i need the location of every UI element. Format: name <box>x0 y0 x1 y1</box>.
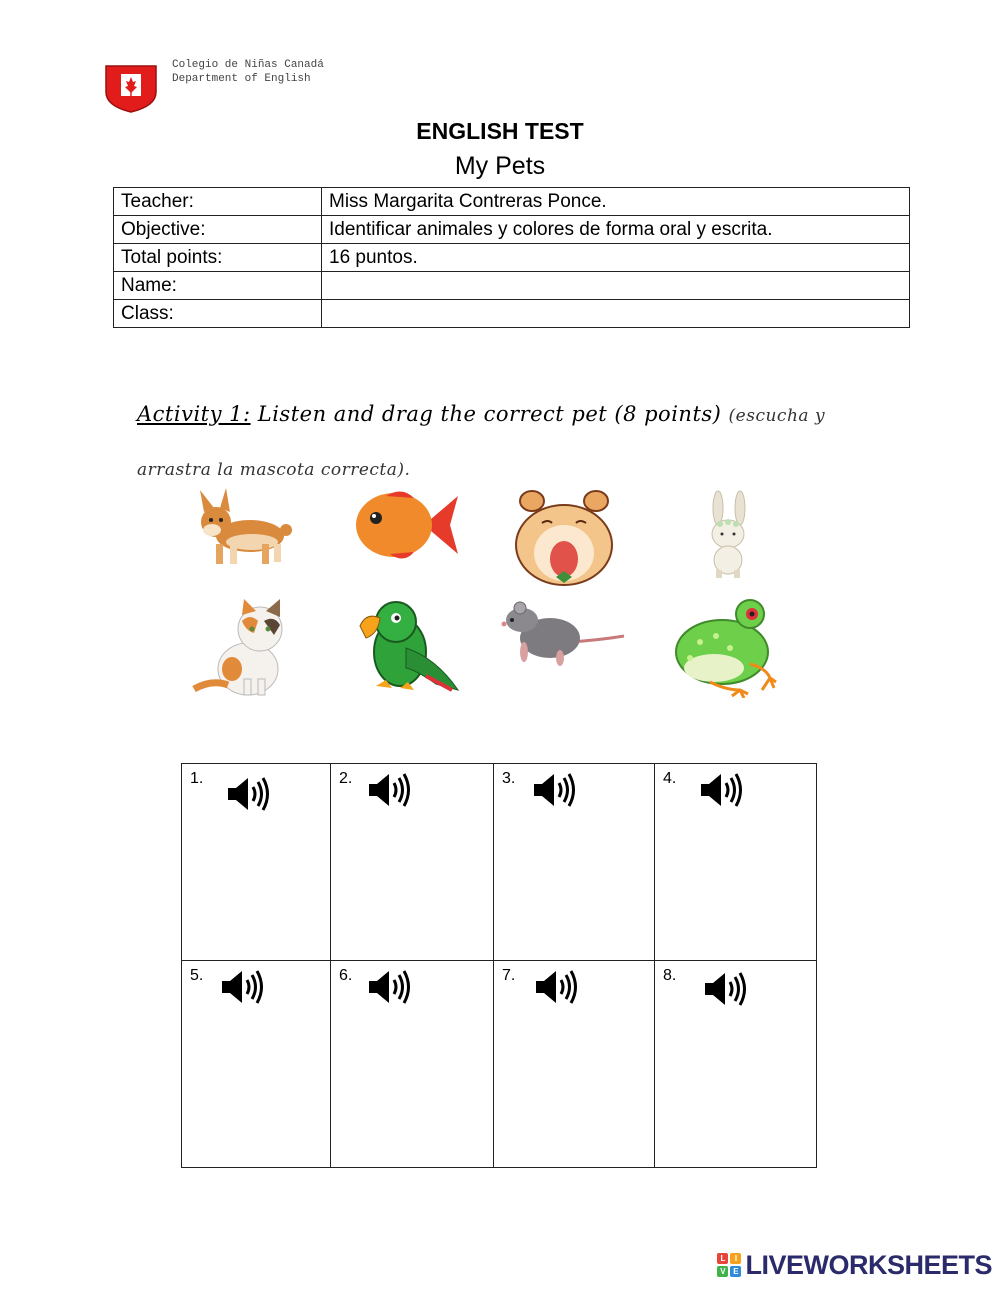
activity-translation: (escucha y arrastra la mascota correcta). <box>137 406 826 480</box>
liveworksheets-logo[interactable] <box>717 1249 992 1281</box>
rat-icon[interactable] <box>500 598 626 670</box>
activity-instruction: Listen and drag the correct pet (8 points) <box>257 402 722 426</box>
table-row <box>114 244 910 272</box>
frog-icon[interactable] <box>670 598 780 698</box>
objective-value: Identificar animales y colores de forma oral y escrita. <box>322 216 910 244</box>
table-row <box>114 272 910 300</box>
rabbit-icon[interactable] <box>700 490 756 580</box>
drop-box-1[interactable] <box>182 764 331 961</box>
badge-letter: V <box>717 1266 728 1277</box>
badge-letter: E <box>730 1266 741 1277</box>
school-name: Colegio de Niñas Canadá <box>172 59 324 71</box>
objective-label: Objective: <box>114 216 322 244</box>
points-value: 16 puntos. <box>322 244 910 272</box>
drop-box-8[interactable] <box>655 961 816 1167</box>
department-name: Department of English <box>172 73 311 85</box>
drop-box-4[interactable] <box>655 764 816 961</box>
drop-box-6[interactable] <box>331 961 494 1167</box>
hamster-icon[interactable] <box>512 489 616 587</box>
speaker-icon[interactable] <box>699 770 743 810</box>
page-title: ENGLISH TEST <box>416 118 584 144</box>
activity-instructions <box>137 388 867 496</box>
answer-grid <box>181 763 817 1168</box>
drop-box-2[interactable] <box>331 764 494 961</box>
liveworksheets-brand: LIVEWORKSHEETS <box>745 1249 992 1280</box>
drop-box-7[interactable] <box>494 961 655 1167</box>
teacher-label: Teacher: <box>114 188 322 216</box>
badge-letter: L <box>717 1253 728 1264</box>
badge-letter: I <box>730 1253 741 1264</box>
activity-heading: Activity 1: <box>137 402 251 426</box>
drop-box-number: 3. <box>502 770 516 787</box>
school-logo <box>103 62 159 114</box>
class-label: Class: <box>114 300 322 328</box>
speaker-icon[interactable] <box>367 967 411 1007</box>
drop-box-number: 7. <box>502 967 516 984</box>
cat-icon[interactable] <box>192 599 296 697</box>
speaker-icon[interactable] <box>534 967 578 1007</box>
fish-icon[interactable] <box>354 488 460 562</box>
table-row <box>114 216 910 244</box>
speaker-icon[interactable] <box>226 774 270 814</box>
drop-box-number: 6. <box>339 967 353 984</box>
dog-icon[interactable] <box>190 486 292 570</box>
drop-box-number: 8. <box>663 967 677 984</box>
speaker-icon[interactable] <box>367 770 411 810</box>
class-field[interactable] <box>322 300 910 328</box>
school-info <box>172 58 324 86</box>
table-row <box>114 300 910 328</box>
table-row <box>114 188 910 216</box>
info-table <box>113 187 910 328</box>
speaker-icon[interactable] <box>703 969 747 1009</box>
liveworksheets-badge-icon <box>717 1253 741 1277</box>
drop-box-3[interactable] <box>494 764 655 961</box>
speaker-icon[interactable] <box>532 770 576 810</box>
name-field[interactable] <box>322 272 910 300</box>
drop-box-number: 4. <box>663 770 677 787</box>
drop-box-number: 2. <box>339 770 353 787</box>
speaker-icon[interactable] <box>220 967 264 1007</box>
drop-box-5[interactable] <box>182 961 331 1167</box>
parrot-icon[interactable] <box>356 598 460 696</box>
drop-box-number: 1. <box>190 770 204 787</box>
drop-box-number: 5. <box>190 967 204 984</box>
teacher-value: Miss Margarita Contreras Ponce. <box>322 188 910 216</box>
name-label: Name: <box>114 272 322 300</box>
page-subtitle: My Pets <box>454 152 546 180</box>
points-label: Total points: <box>114 244 322 272</box>
